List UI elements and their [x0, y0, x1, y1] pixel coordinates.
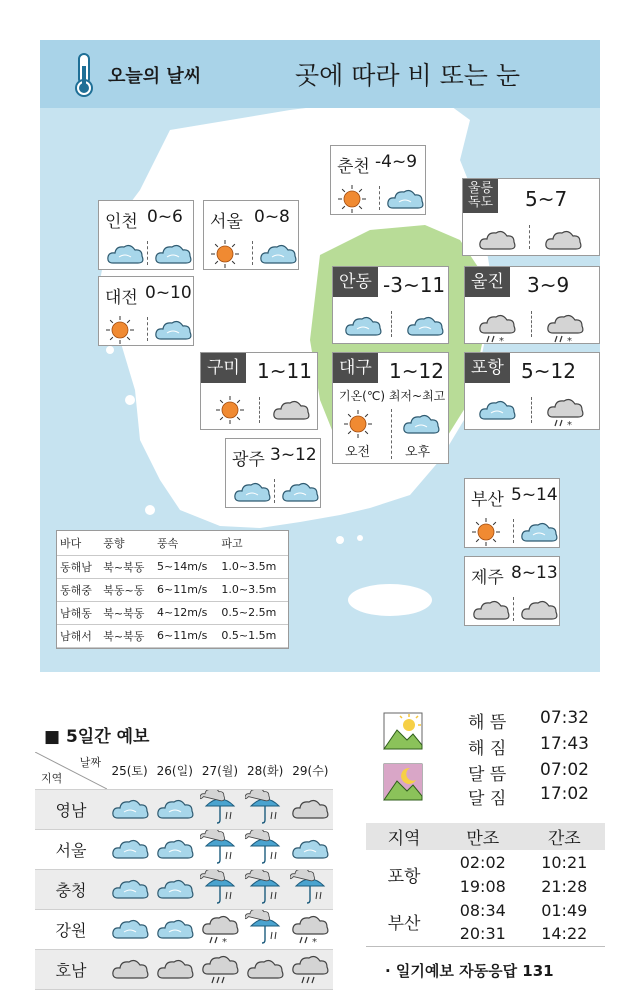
sunny-icon [471, 517, 501, 551]
overcast-icon [271, 395, 311, 427]
region-name: 강원 [35, 909, 107, 949]
city-name: 서울 [210, 212, 243, 232]
table-row: 남해동 북~북동 4~12m/s 0.5~2.5m [57, 601, 288, 624]
region-name: 서울 [35, 829, 107, 869]
sunset-time: 17:43 [540, 734, 589, 754]
overcast-icon [245, 954, 285, 985]
city-temp: 3~12 [270, 445, 317, 465]
page-title-today: 오늘의 날씨 [108, 66, 202, 87]
cloudy-icon [405, 311, 445, 343]
cloudy-icon [385, 184, 425, 216]
rain-umbrella-icon [290, 870, 330, 909]
table-row [35, 752, 333, 789]
day-header: 26(일) [152, 752, 197, 789]
table-row [35, 829, 333, 869]
city-name: 부산 [471, 490, 504, 510]
city-card-busan [464, 478, 560, 548]
svg-text:*: * [312, 936, 318, 946]
sunny-icon [105, 315, 135, 349]
svg-text:*: * [499, 336, 504, 345]
city-name-tag: 구미 [201, 353, 246, 383]
city-temp: 5~7 [525, 187, 568, 211]
city-name: 인천 [105, 212, 138, 232]
corner-cell: 날짜 지역 [35, 752, 107, 789]
day-header: 29(수) [288, 752, 333, 789]
tide-table [366, 823, 605, 947]
sea-header: 풍향 [100, 531, 154, 555]
city-temp: 3~9 [527, 273, 570, 297]
cloudy-icon [155, 794, 195, 825]
moonrise-time: 07:02 [540, 760, 589, 780]
sunny-icon [343, 409, 373, 443]
tide-header: 지역 [366, 823, 442, 850]
city-name-tag: 울진 [465, 267, 510, 297]
weather-map-panel [40, 40, 600, 672]
five-day-forecast-table [35, 752, 333, 990]
city-name: 제주 [471, 568, 504, 588]
table-row [35, 869, 333, 909]
city-card-daegu [332, 352, 449, 464]
cloudy-icon [110, 834, 150, 865]
tide-header: 간조 [524, 823, 606, 850]
rain-snow-icon [200, 910, 240, 949]
cloudy-icon [110, 914, 150, 945]
overcast-icon [110, 954, 150, 985]
overcast-icon [155, 954, 195, 985]
cloudy-icon [519, 517, 559, 549]
cloudy-icon [343, 311, 383, 343]
city-name-tag: 울릉 독도 [463, 179, 498, 213]
day-header: 25(토) [107, 752, 152, 789]
overcast-icon [519, 595, 559, 627]
city-temp: 1~12 [389, 359, 444, 383]
city-card-pohang [464, 352, 600, 430]
cloudy-icon [258, 239, 298, 271]
cloudy-icon [477, 395, 517, 427]
city-temp: 8~13 [511, 563, 558, 583]
moonset-time: 17:02 [540, 784, 589, 804]
city-card-ulleung [462, 178, 600, 256]
moonrise-mountain-icon [383, 763, 423, 801]
cloudy-icon [401, 409, 441, 441]
city-card-uljin [464, 266, 600, 344]
cloudy-icon [155, 874, 195, 905]
rain-umbrella-icon [245, 830, 285, 869]
sea-header: 바다 [57, 531, 100, 555]
overcast-icon [543, 225, 583, 257]
city-temp: 0~6 [147, 207, 183, 227]
cloudy-icon [153, 239, 193, 271]
sea-header: 풍속 [154, 531, 218, 555]
svg-text:*: * [567, 420, 572, 429]
pm-label: 오후 [405, 445, 431, 460]
region-name: 충청 [35, 869, 107, 909]
city-name-tag: 안동 [333, 267, 378, 297]
overcast-icon [471, 595, 511, 627]
sunny-icon [337, 184, 367, 218]
cloudy-icon [232, 477, 272, 509]
temp-legend: 기온(℃) 최저~최고 [339, 389, 446, 403]
table-row: 남해서 북~북동 6~11m/s 0.5~1.5m [57, 624, 288, 647]
port-name: 부산 [366, 898, 442, 946]
table-row: 19:08 21:28 [459, 876, 588, 896]
city-temp: 5~14 [511, 485, 558, 505]
rain-umbrella-icon [245, 910, 285, 949]
city-card-gwangju [225, 438, 321, 508]
cloudy-icon [153, 315, 193, 347]
city-name: 춘천 [337, 157, 370, 177]
city-temp: 0~8 [254, 207, 290, 227]
cloudy-icon [110, 874, 150, 905]
cloudy-icon [280, 477, 320, 509]
title-bar [40, 40, 600, 108]
city-temp: 5~12 [521, 359, 576, 383]
overcast-icon [477, 225, 517, 257]
am-label: 오전 [345, 445, 371, 460]
port-name: 포항 [387, 866, 421, 887]
table-row: 동해남 북~북동 5~14m/s 1.0~3.5m [57, 555, 288, 578]
sunny-icon [210, 239, 240, 273]
sea-conditions-table [56, 530, 289, 649]
cloudy-icon [110, 794, 150, 825]
rain-snow-icon [290, 910, 330, 949]
moonrise-label: 달 뜸 [468, 765, 507, 785]
rain-umbrella-icon [200, 830, 240, 869]
rain-snow-icon [545, 393, 585, 433]
sunrise-time: 07:32 [540, 708, 589, 728]
forecast-phone-info: · 일기예보 자동응답 131 [385, 962, 554, 980]
city-temp: -4~9 [375, 152, 418, 172]
jeju-island [348, 584, 432, 616]
sunrise-mountain-icon [383, 712, 423, 750]
table-row [366, 823, 605, 850]
city-temp: -3~11 [383, 273, 446, 297]
city-card-chuncheon [330, 145, 426, 215]
city-temp: 1~11 [257, 359, 312, 383]
overcast-icon [290, 794, 330, 825]
city-card-seoul [203, 200, 299, 270]
region-name: 호남 [35, 949, 107, 989]
weather-headline: 곳에 따라 비 또는 눈 [295, 61, 520, 90]
rain-umbrella-icon [245, 870, 285, 909]
rain-snow-icon [545, 309, 585, 349]
region-name: 영남 [35, 789, 107, 829]
forecast-title: ■ 5일간 예보 [44, 727, 150, 747]
sunset-label: 해 짐 [468, 739, 507, 759]
rain-icon [290, 950, 330, 989]
city-card-incheon [98, 200, 194, 270]
rain-umbrella-icon [245, 790, 285, 829]
table-row: 포항 02:02 10:21 [366, 850, 605, 874]
city-name-tag: 포항 [465, 353, 510, 383]
moonset-label: 달 짐 [468, 789, 507, 809]
day-header: 27(월) [197, 752, 242, 789]
svg-text:*: * [221, 936, 227, 946]
sunny-icon [215, 395, 245, 429]
sea-header: 파고 [218, 531, 288, 555]
cloudy-icon [155, 914, 195, 945]
table-row: 20:31 14:22 [366, 922, 605, 946]
cloudy-icon [105, 239, 145, 271]
thermometer-icon [70, 52, 98, 98]
table-row: 동해중 북동~동 6~11m/s 1.0~3.5m [57, 578, 288, 601]
cloudy-icon [290, 834, 330, 865]
table-row [35, 909, 333, 949]
city-name-tag: 대구 [333, 353, 378, 383]
city-card-gumi [200, 352, 318, 430]
sunrise-label: 해 뜸 [468, 713, 507, 733]
day-header: 28(화) [243, 752, 288, 789]
tide-header: 만조 [442, 823, 524, 850]
city-card-jeju [464, 556, 560, 626]
rain-umbrella-icon [200, 870, 240, 909]
cloudy-icon [155, 834, 195, 865]
city-name: 광주 [232, 450, 265, 470]
city-temp: 0~10 [145, 283, 192, 303]
rain-icon [200, 950, 240, 989]
table-row [35, 949, 333, 989]
city-card-daejeon [98, 276, 194, 346]
city-card-andong [332, 266, 449, 344]
table-row [35, 789, 333, 829]
svg-text:*: * [567, 336, 572, 345]
rain-umbrella-icon [200, 790, 240, 829]
city-name: 대전 [105, 288, 138, 308]
rain-snow-icon [477, 309, 517, 349]
table-row: 부산 08:34 01:49 [366, 898, 605, 922]
